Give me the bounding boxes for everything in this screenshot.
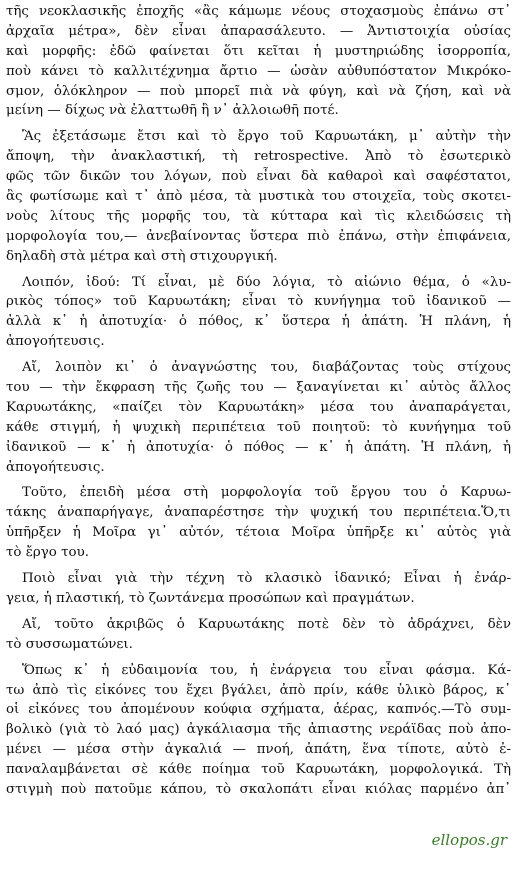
text-line: κάθε στιγμή, ἡ ψυχικὴ περιπέτεια τοῦ ποιητοῦ: τὸ κυνήγημα τοῦ xyxy=(6,419,511,435)
text-line: Τοῦτο, ἐπειδὴ μέσα στὴ μορφολογία τοῦ ἔργου του ὁ Καρυω- xyxy=(22,485,511,501)
text-line: φῶς τῶν δικῶν του λόγων, ποὺ εἶναι δὰ καθαροὶ καὶ σαφέστατοι, xyxy=(6,169,511,185)
text-line: οἱ εἰκόνες του ἀπομένουν κούφια σχήματα, ἀέρας, καπνός.—Τὸ συμ- xyxy=(6,702,511,718)
text-line: τω ἀπὸ τὶς εἰκόνες του ἔχει βγάλει, ἀπὸ πρίν, κάθε ὑλικὸ βάρος, κ᾿ xyxy=(6,682,511,698)
text-line: ἀπογοήτευσις. xyxy=(6,459,105,475)
text-line: Ποιὸ εἶναι γιὰ τὴν τέχνη τὸ κλασικὸ ἰδανικό; Εἶναι ἡ ἐνάρ- xyxy=(22,571,511,587)
text-line: τὸ συσσωματώνει. xyxy=(6,636,133,652)
paragraph-6 xyxy=(6,569,511,609)
text-line: ἰδανικοῦ — κ᾿ ἡ ἀποτυχία· ὁ πόθος — κ᾿ ἡ ἀπάτη. Ἡ πλάνη, ἡ xyxy=(6,439,511,455)
text-line: ὑπῆρξεν ἡ Μοῖρα γι᾿ αὐτόν, τέτοια Μοῖρα ὑπῆρξε κι᾿ αὐτὸς γιὰ xyxy=(6,525,511,541)
paragraph-2 xyxy=(6,127,511,266)
text-line: ἀρχαῖα μέτρα», δὲν εἶναι ἀπαρασάλευτο. — Ἀντιστοιχία οὐσίας xyxy=(6,23,511,39)
text-line: του — τὴν ἔκφραση τῆς ζωῆς του — ξαναγίνεται κι᾿ αὐτὸς ἄλλος xyxy=(6,380,511,396)
text-line: ἂς φωτίσωμε καὶ τ᾿ ἀπὸ μέσα, τὰ μυστικὰ του στοιχεῖα, τοὺς σκοτει- xyxy=(6,189,511,205)
text-line: τὸ ἔργο του. xyxy=(6,545,89,561)
text-line: Καρυωτάκης, «παίζει τὸν Καρυωτάκη» μέσα του ἀναπαράγεται, xyxy=(6,399,511,415)
text-line: μορφολογία του,— ἀνεβαίνοντας ὕστερα πιὸ ἐπάνω, στὴν ἐπιφάνεια, xyxy=(6,228,511,244)
text-line: ρικὸς τόπος» τοῦ Καρυωτάκη; εἶναι τὸ κυνήγημα τοῦ ἰδανικοῦ — xyxy=(6,294,511,310)
text-line: Ὅπως κ᾿ ἡ εὐδαιμονία του, ἡ ἐνάργεια του εἶναι φάσμα. Κά- xyxy=(22,662,511,678)
text-line: γεια, ἡ πλαστική, τὸ ζωντάνεμα προσώπων καὶ πραγμάτων. xyxy=(6,590,415,606)
text-line: Ἂς ἐξετάσωμε ἔτσι καὶ τὸ ἔργο τοῦ Καρυωτάκη, μ᾿ αὐτὴν τὴν xyxy=(22,129,511,145)
paragraph-7 xyxy=(6,615,511,655)
text-line: ἄποψη, τὴν ἀνακλαστική, τὴ retrospective. Ἀπὸ τὸ ἐσωτερικὸ xyxy=(6,149,511,165)
text-line: τάκης ἀναπαρήγαγε, ἀναπαρέστησε τὴν ψυχική του περιπέτεια.Ὅ,τι xyxy=(6,505,511,521)
paragraph-1 xyxy=(6,2,511,121)
text-line: ἀπογοήτευσις. xyxy=(6,334,105,350)
text-line: Αἴ, λοιπὸν κι᾿ ὁ ἀναγνώστης του, διαβάζοντας τοὺς στίχους xyxy=(22,360,511,376)
page-text xyxy=(6,2,511,806)
paragraph-4 xyxy=(6,358,511,477)
text-line: βολικὸ (γιὰ τὸ λαό μας) ἀγκάλιασμα τῆς ἀπιαστης νεράϊδας ποὺ ἀπο- xyxy=(6,722,511,738)
text-line: Λοιπόν, ἰδού: Τί εἶναι, μὲ δύο λόγια, τὸ αἰώνιο θέμα, ὁ «λυ- xyxy=(22,274,511,290)
paragraph-8 xyxy=(6,661,511,800)
text-line: ποὺ κάνει τὸ καλλιτέχνημα ἄρτιο — ὡσὰν αὐθυπόστατον Μικρόκο- xyxy=(6,63,511,79)
text-line: μένει — μέσα στὴν ἀγκαλιά — πνοή, ἀπάτη, ἕνα τίποτε, αὐτὸ ἐ- xyxy=(6,742,511,758)
text-line: καὶ μορφῆς: ἐδῶ φαίνεται ὅτι κεῖται ἡ μυστηριώδης ἰσορροπία, xyxy=(6,43,511,59)
text-line: στιγμὴ ποὺ πατοῦμε κάπου, τὸ σκαλοπάτι εἶναι κιόλας παρμένο ἀπ᾿ xyxy=(6,781,511,797)
text-line: παναλαμβάνεται σὲ κάθε ποίημα τοῦ Καρυωτάκη, μορφολογικά. Τὴ xyxy=(6,762,511,778)
text-line: σμον, ὁλόκληρον — ποὺ μπορεῖ πιὰ νὰ φύγη, καὶ νὰ ζήση, καὶ νὰ xyxy=(6,83,511,99)
text-line: μείνη — δίχως νὰ ἐλαττωθῆ ἢ ν᾿ ἀλλοιωθῆ ποτέ. xyxy=(6,103,339,119)
site-watermark: ellopos.gr xyxy=(431,831,507,849)
text-line: νοὺς λίτους τῆς μορφῆς του, τὰ κύτταρα καὶ τὶς κλειδώσεις τὴ xyxy=(6,208,511,224)
text-line: ἀλλὰ κ᾿ ἡ ἀποτυχία· ὁ πόθος, κ᾿ ὕστερα ἡ ἀπάτη. Ἡ πλάνη, ἡ xyxy=(6,314,511,330)
text-line: τῆς νεοκλασικῆς ἐποχῆς «ἂς κάμωμε νέους στοχασμοὺς ἐπάνω στ᾿ xyxy=(6,4,511,19)
paragraph-5 xyxy=(6,483,511,563)
text-line: δηλαδὴ στὰ μέτρα καὶ στὴ στιχουργική. xyxy=(6,248,278,264)
text-line: Αἴ, τοῦτο ἀκριβῶς ὁ Καρυωτάκης ποτὲ δὲν τὸ ἀδράχνει, δὲν xyxy=(22,616,511,632)
paragraph-3 xyxy=(6,273,511,353)
